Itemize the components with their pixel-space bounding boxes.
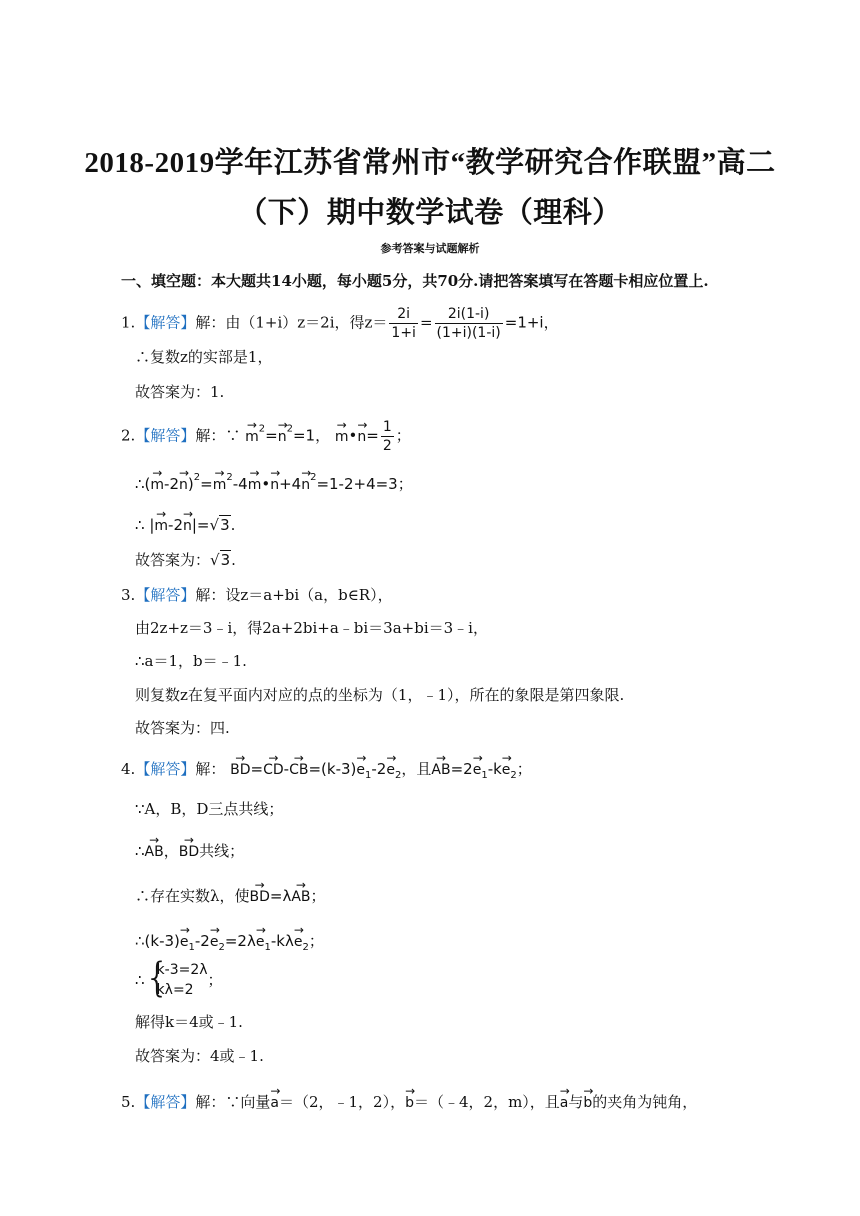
doc-title-line-2: （下）期中数学试卷（理科） — [238, 197, 622, 229]
q4-line-3: ∴→ AB，→ BD共线； — [135, 836, 244, 863]
q1-line-1: 1.【解答】解：由（1+i）z＝2i，得z＝ $\frac{2i}{1+i}$ = $\frac{2i(1-i)}{(1+i)(1-i)}$ =1+i， — [121, 306, 559, 341]
q4-line-5: ∴(k-3)→ $e_1-2\to e_2=2\lambda\to e_1-k\lambda\to e_2$； — [135, 926, 324, 959]
q4-line-8: 故答案为：4或﹣1. — [135, 1047, 264, 1065]
q2-line-3: ∴ |→ m-2→ n|=√3. — [135, 510, 235, 537]
q3-line-5: 故答案为：四. — [135, 719, 230, 737]
q5-line-1: 5.【解答】解：∵向量→ a＝（2，﹣1，2），→ b＝（﹣4，2，m），且→ a与→ b的夹角为钝角， — [121, 1087, 697, 1114]
doc-subtitle: 参考答案与试题解析 — [380, 242, 480, 255]
q4-line-6: ∴ { k-3=2λ kλ=2 ； — [135, 960, 223, 1000]
section-heading: 一、填空题：本大题共14小题，每小题5分，共70分.请把答案填写在答题卡相应位置上. — [121, 272, 709, 290]
q3-line-1: 3.【解答】解：设z＝a+bi（a，b∈R）， — [121, 586, 393, 604]
q4-line-7: 解得k＝4或﹣1. — [135, 1013, 243, 1031]
equation-system: { k-3=2λ kλ=2 — [145, 960, 208, 1000]
fraction: $\frac{2i(1-i)}{(1+i)(1-i)}$ — [436, 306, 501, 341]
answer-tag: 【解答】 — [135, 313, 196, 332]
doc-title-line-1: 2018-2019学年江苏省常州市“教学研究合作联盟”高二 — [84, 147, 776, 179]
q2-line-1: 2.【解答】解：∵ → $m^2=\to n^2=1$， → m•→ n= $\frac{1}{2}$ ； — [121, 418, 411, 455]
sqrt: √3 — [209, 516, 230, 534]
q1-line-3: 故答案为：1. — [135, 383, 225, 401]
q2-line-4: 故答案为：√3. — [135, 551, 236, 569]
fraction: $\frac{2i}{1+i}$ — [391, 306, 416, 341]
q1-line-2: ∴复数z的实部是1， — [135, 348, 273, 366]
q2-line-2: ∴(→ $m-2\to n)^2=\to m^2-4\to$ m•→ $n+4\to n^2=1-2+4=3$； — [135, 467, 413, 496]
q3-line-2: 由2z+z＝3﹣i，得2a+2bi+a﹣bi＝3a+bi＝3﹣i， — [135, 619, 488, 637]
q4-line-4: ∴存在实数λ，使→ BD=λ→ AB； — [135, 881, 326, 908]
q3-line-3: ∴a＝1，b＝﹣1. — [135, 652, 247, 670]
q4-line-1: 4.【解答】解： → $BD=\to CD-\to CB=(k-3)\to e_1-2\to e_2$，且→ $AB=2\to e_1-k\to e_2$； — [121, 754, 532, 787]
q4-line-2: ∵A，B，D三点共线； — [135, 800, 284, 818]
q3-line-4: 则复数z在复平面内对应的点的坐标为（1，﹣1），所在的象限是第四象限. — [135, 686, 625, 704]
